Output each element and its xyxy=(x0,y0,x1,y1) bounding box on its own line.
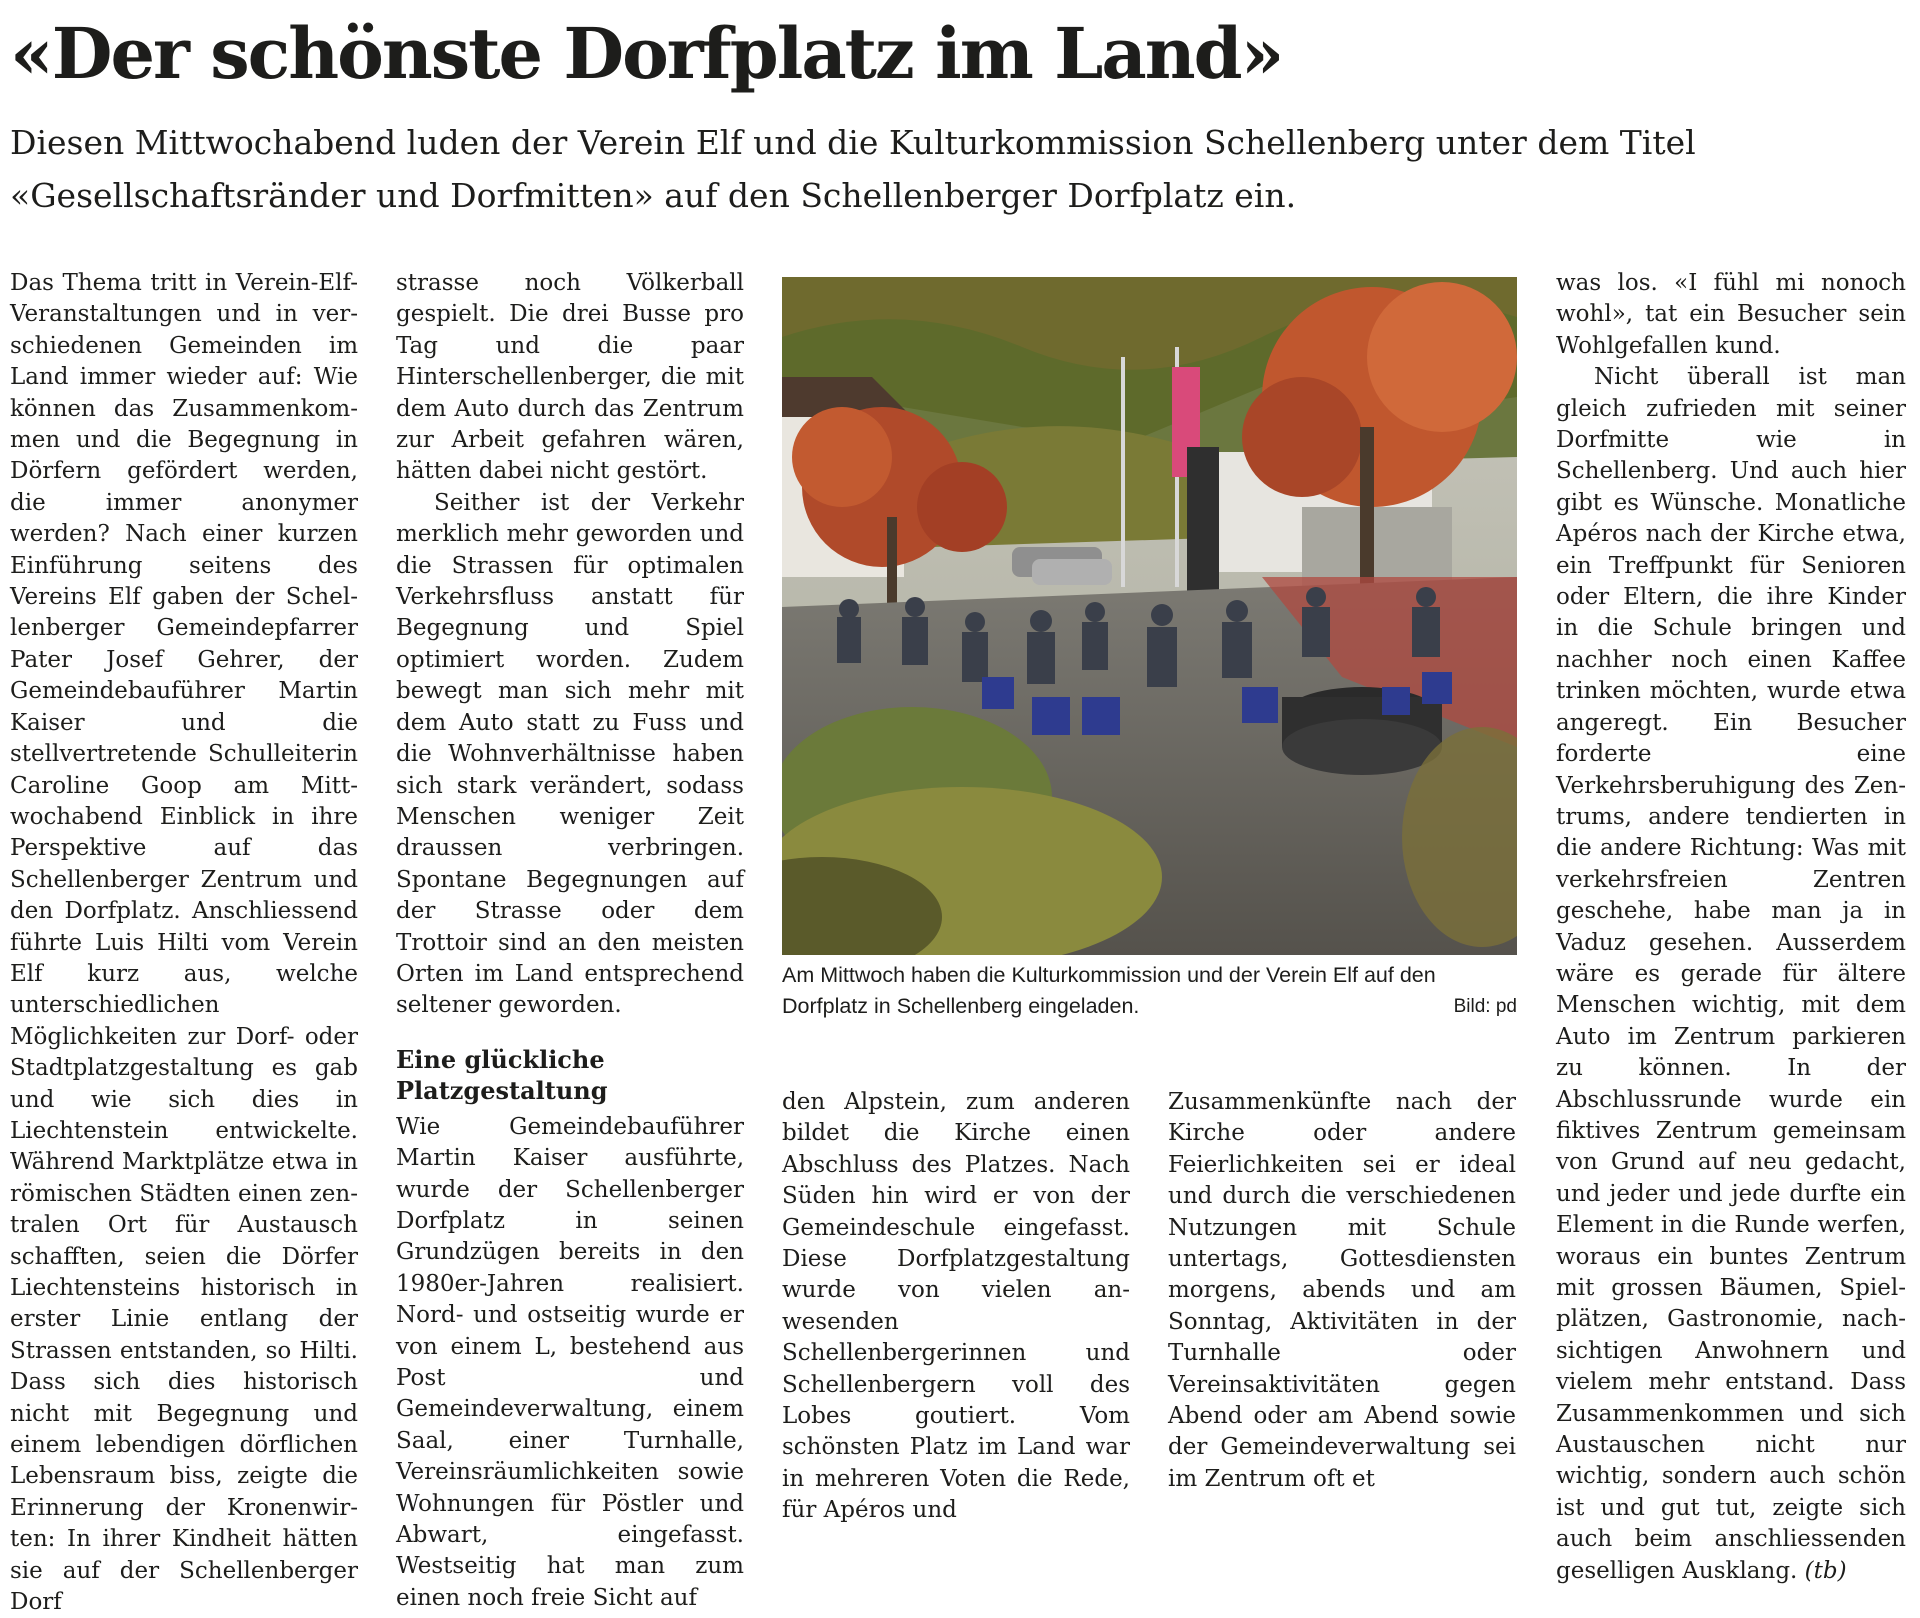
body-paragraph: Wie Gemeindebauführer Martin Kaiser ausführte, wurde der Schellenberger Dorfplatz in seinen Grundzügen bereits in den 1980er-Jahren realisiert. Nord- und ostseitig wurde er von einem L, bestehend aus Post und Gemeindeverwaltung, einem Saal, einer Turnhalle, Vereinsräumlichkeiten sowie Wohnungen für Pöstler und Abwart, eingefasst. Westseitig hat man zum einen noch freie Sicht auf xyxy=(396,1113,744,1611)
caption-line: Dorfplatz in Schellenberg eingeladen. xyxy=(782,994,1140,1018)
photo-illustration xyxy=(782,277,1517,955)
article-lead xyxy=(10,116,1710,222)
lead-line: «Gesellschaftsränder und Dorfmitten» auf den Schellenberger Dorfplatz ein. xyxy=(10,176,1297,215)
caption-line-2 xyxy=(782,991,1517,1022)
text-column-2 xyxy=(396,268,744,1614)
caption-line: Am Mittwoch haben die Kulturkommission und der Verein Elf auf den xyxy=(782,963,1436,987)
body-paragraph: Zusammenkünfte nach der Kirche oder andere Feierlichkeiten sei er ideal und durch die verschiedenen Nutzungen mit Schule untertags, Gottesdiensten morgens, abends und am Sonntag, Aktivitäten in der Turnhalle oder Vereinsaktivitäten gegen Abend oder am Abend sowie der Gemeindeverwaltung sei im Zentrum oft et xyxy=(1168,1089,1516,1492)
body-paragraph: den Alpstein, zum anderen bildet die Kirche einen Abschluss des Platzes. Nach Süden hin wird er von der Gemeindeschule eingefasst. Diese Dorfplatzgestaltung wurde von vielen anwesenden Schellenbergerinnen und Schellenbergern voll des Lobes goutiert. Vom schönsten Platz im Land war in mehreren Voten die Rede, für Apéros und xyxy=(782,1089,1130,1524)
article-headline: «Der schönste Dorfplatz im Land» xyxy=(10,12,1283,95)
subheading-line: Eine glückliche xyxy=(396,1044,605,1074)
subheading xyxy=(396,1044,744,1106)
body-paragraph: strasse noch Völkerball gespielt. Die drei Busse pro Tag und die paar Hinterschellenberger, die mit dem Auto durch das Zentrum zur Arbeit gefahren wären, hätten dabei nicht gestört. xyxy=(396,270,744,485)
author-signature: (tb) xyxy=(1804,1557,1847,1584)
text-column-5 xyxy=(1556,268,1906,1587)
article-photo xyxy=(782,277,1517,955)
body-paragraph: was los. «I fühl mi nonoch wohl», tat ein Besucher sein Wohlgefallen kund. xyxy=(1556,270,1906,359)
subheading-line: Platzgestaltung xyxy=(396,1075,608,1105)
photo-credit: Bild: pd xyxy=(1453,996,1517,1017)
text-column-4 xyxy=(1168,1087,1516,1495)
photo-caption xyxy=(782,960,1517,1022)
text-column-3 xyxy=(782,1087,1130,1527)
body-paragraph: Das Thema tritt in Verein-Elf-Veranstaltungen und in verschiedenen Gemeinden im Land immer wieder auf: Wie können das Zusammenkommen und die Begegnung in Dörfern gefördert werden, die immer anonymer werden? Nach einer kurzen Einführung seitens des Vereins Elf gaben der Schellenberger Gemeindepfarrer Pater Josef Gehrer, der Gemeindebauführer Martin Kaiser und die stellvertretende Schulleiterin Caroline Goop am Mittwochabend Einblick in ihre Perspektive auf das Schellenberger Zentrum und den Dorfplatz. Anschliessend führte Luis Hilti vom Verein Elf kurz aus, welche unterschiedlichen Möglichkeiten zur Dorf- oder Stadtplatzgestaltung es gab und wie sich dies in Liechtenstein entwickelte. Während Marktplätze etwa in römischen Städten einen zentralen Ort für Austausch schafften, seien die Dörfer Liechtensteins historisch in erster Linie entlang der Strassen entstanden, so Hilti. Dass sich dies historisch nicht mit Begegnung und einem lebendigen dörflichen Lebensraum biss, zeigte die Erinnerung der Kronenwirten: In ihrer Kindheit hätten sie auf der Schellenberger Dorf xyxy=(10,270,358,1616)
lead-line: Diesen Mittwochabend luden der Verein Elf und die Kulturkommission Schellenberg unter dem Titel xyxy=(10,123,1696,162)
text-column-1 xyxy=(10,268,358,1618)
body-paragraph: Seither ist der Verkehr merklich mehr geworden und die Strassen für optimalen Verkehrsfluss anstatt für Begegnung und Spiel optimiert worden. Zudem bewegt man sich mehr mit dem Auto statt zu Fuss und die Wohnverhältnisse haben sich stark verändert, sodass Menschen weniger Zeit draussen verbringen. Spontane Begegnungen auf der Strasse oder dem Trottoir sind an den meisten Orten im Land entsprechend seltener geworden. xyxy=(396,489,744,1019)
body-paragraph xyxy=(1556,362,1906,1587)
paragraph-text: Nicht überall ist man gleich zufrieden mit seiner Dorfmitte wie in Schellenberg. Und auch hier gibt es Wünsche. Monatliche Apéros nach der Kirche etwa, ein Treffpunkt für Senioren oder Eltern, die ihre Kinder in die Schule bringen und nachher noch einen Kaffee trinken möchten, wurde etwa angeregt. Ein Besucher forderte eine Verkehrsberuhigung des Zentrums, andere tendierten in die andere Richtung: Was mit verkehrsfreien Zentren geschehe, habe man ja in Vaduz gesehen. Ausserdem wäre es gerade für ältere Menschen wichtig, mit dem Auto im Zentrum parkieren zu können. In der Abschlussrunde wurde ein fiktives Zentrum gemeinsam von Grund auf neu gedacht, und jeder und jede durfte ein Element in die Runde werfen, woraus ein buntes Zentrum mit grossen Bäumen, Spielplätzen, Gastronomie, nachsichtigen Anwohnern und vielem mehr entstand. Dass Zusammenkommen und sich Austauschen nicht nur wichtig, sondern auch schön ist und gut tut, zeigte sich auch beim anschliessenden geselligen Ausklang. xyxy=(1556,364,1906,1584)
